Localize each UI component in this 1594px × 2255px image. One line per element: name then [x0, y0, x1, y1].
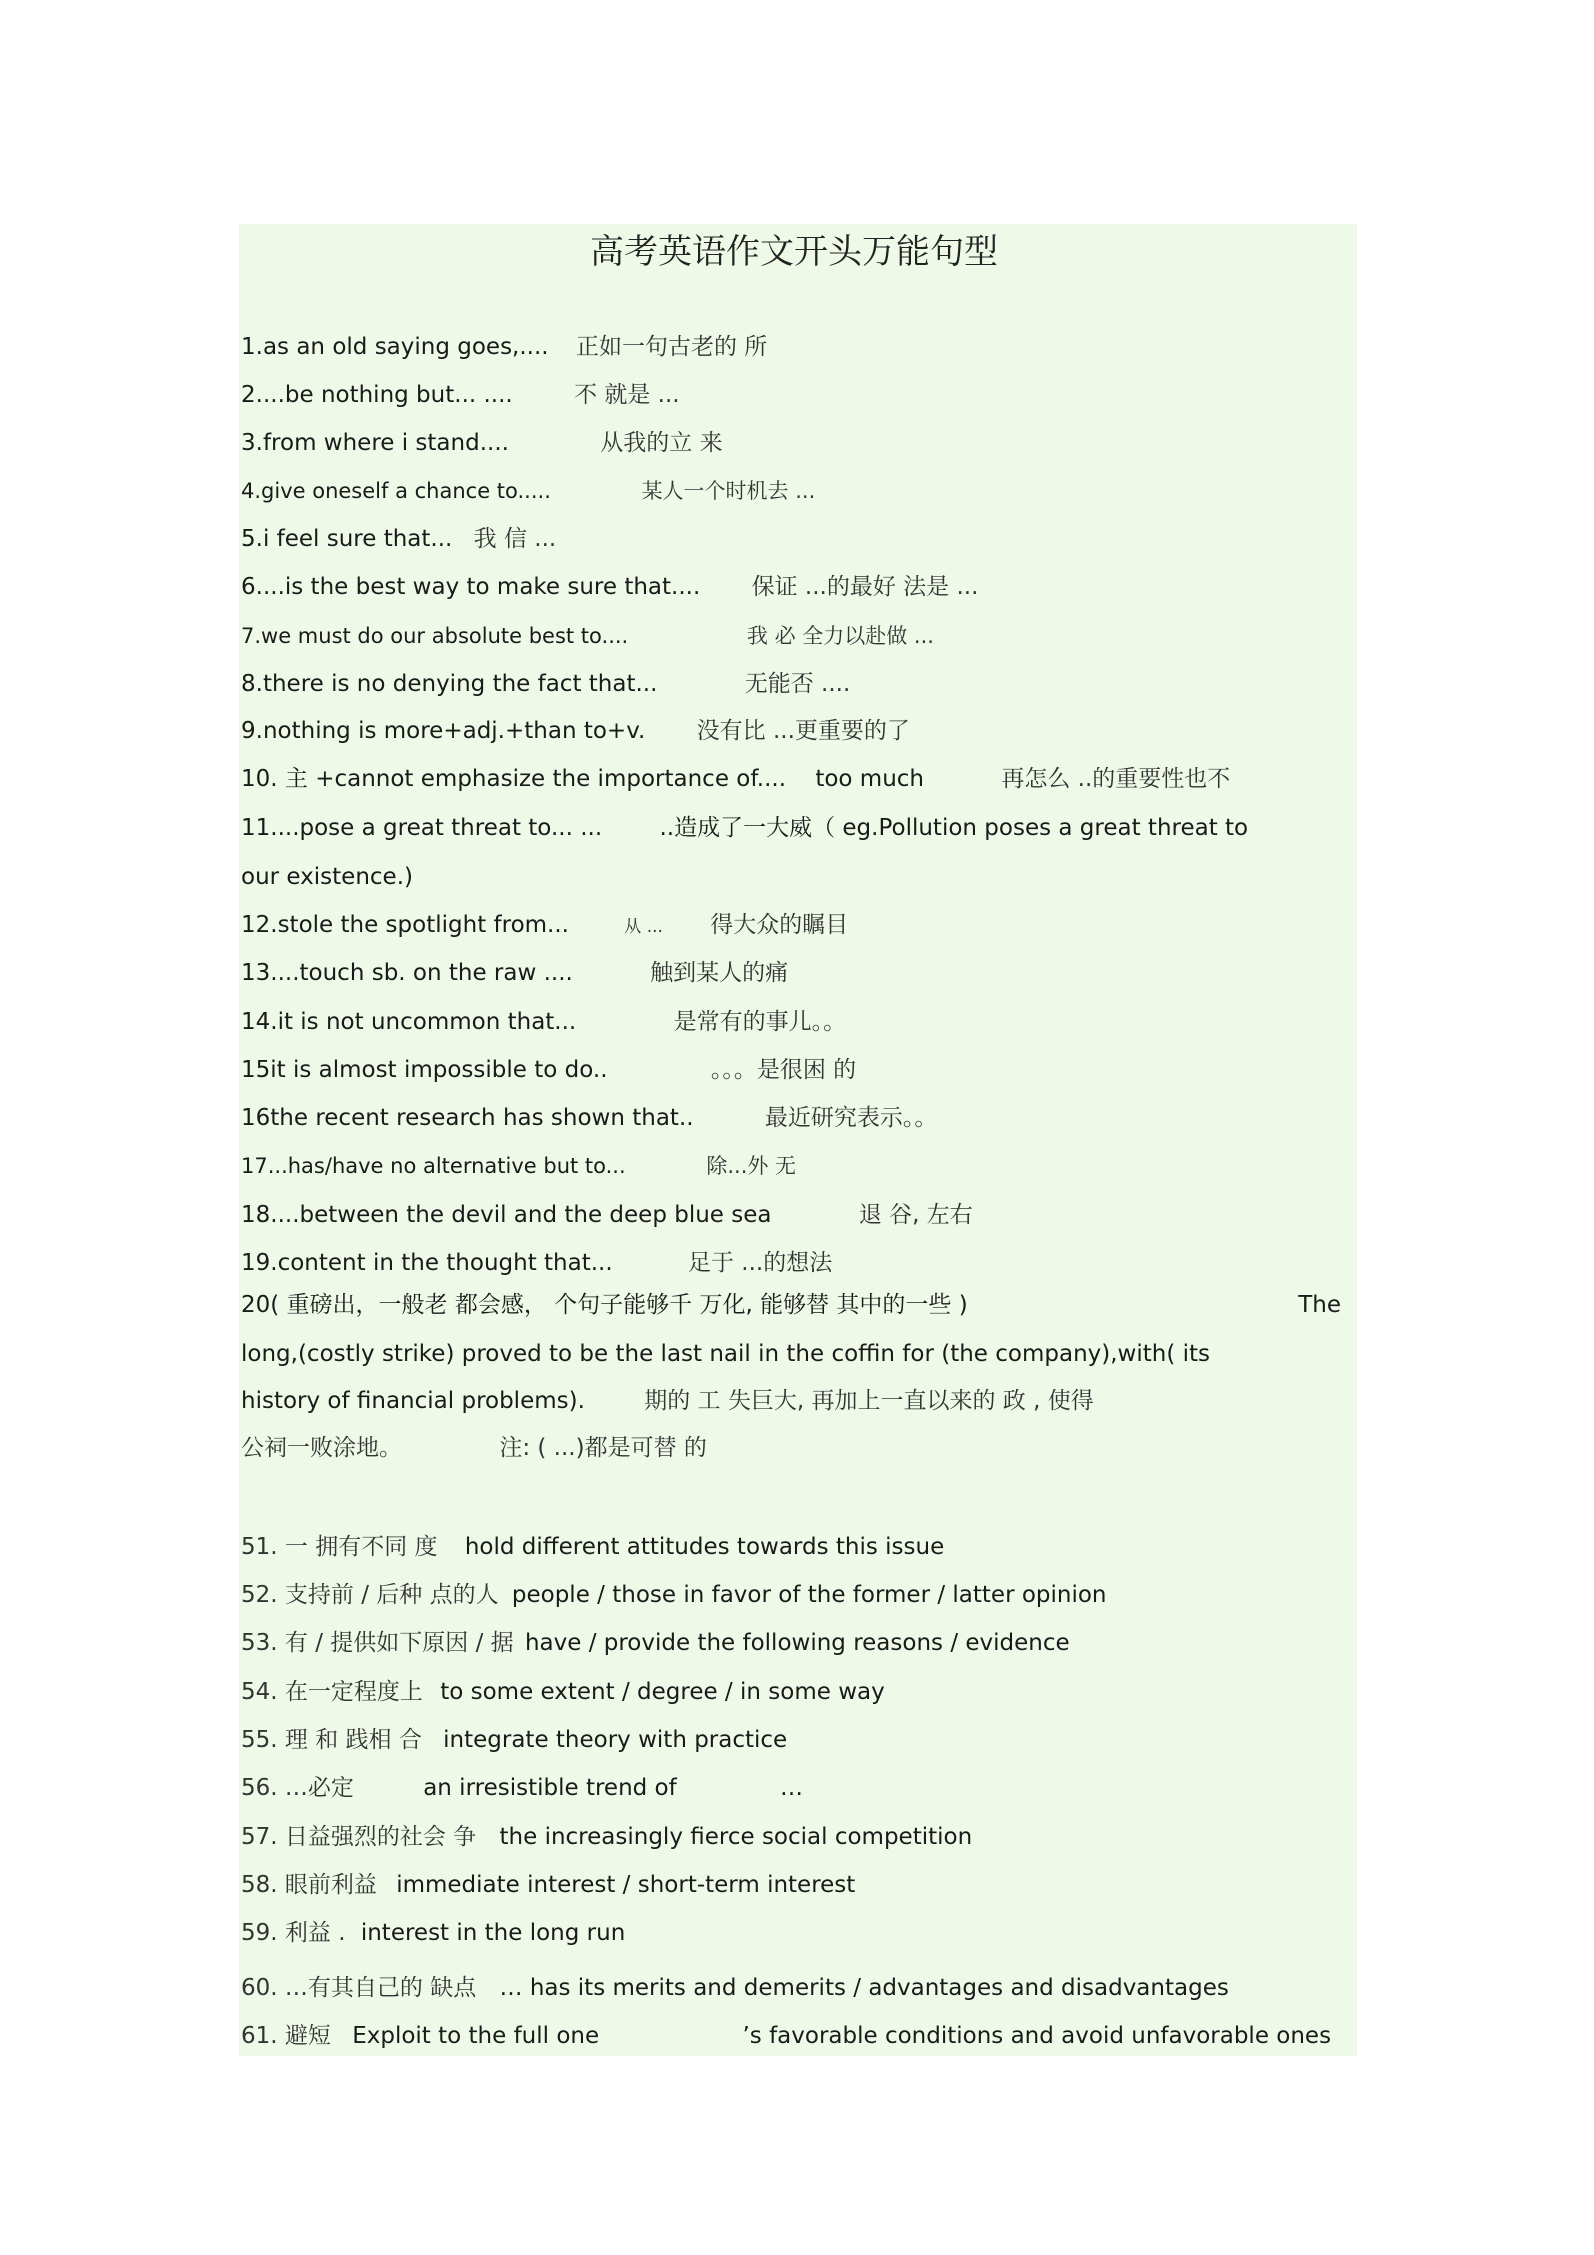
chinese-phrase: 60. …有其自己的 缺点	[241, 1975, 477, 2001]
chinese-phrase: 53. 有 / 提供如下原因 / 据	[241, 1630, 514, 1656]
chinese-phrase: 61. 避短	[241, 2023, 331, 2049]
english-phrase: our existence.)	[241, 864, 413, 890]
english-phrase: 19.content in the thought that...	[241, 1250, 613, 1276]
list-item	[241, 1870, 855, 1900]
english-translation: the increasingly fierce social competition	[499, 1824, 973, 1850]
english-phrase: 7.we must do our absolute best to....	[241, 624, 629, 648]
document-page	[239, 224, 1357, 2056]
list-item	[241, 332, 767, 362]
chinese-note: 注: ( ...)都是可替 的	[499, 1435, 707, 1461]
chinese-phrase: 59. 利益 .	[241, 1920, 346, 1946]
english-phrase: 1.as an old saying goes,....	[241, 334, 549, 360]
list-item	[241, 716, 910, 746]
chinese-translation: 我 信 ...	[473, 526, 557, 552]
list-item-continued	[241, 1386, 1094, 1416]
english-phrase: 15it is almost impossible to do..	[241, 1057, 608, 1083]
list-item	[241, 1103, 937, 1133]
list-item	[241, 1007, 846, 1037]
ellipsis: …	[780, 1775, 804, 1801]
list-item	[241, 1055, 856, 1085]
english-phrase: 13....touch sb. on the raw ....	[241, 960, 573, 986]
list-item	[241, 1822, 972, 1852]
english-phrase: 10. 主 +cannot emphasize the importance of....	[241, 766, 787, 792]
english-translation: to some extent / degree / in some way	[440, 1679, 885, 1705]
chinese-translation: 最近研究表示。。	[764, 1105, 938, 1131]
list-item	[241, 1532, 944, 1562]
list-item	[241, 1248, 832, 1278]
list-item	[241, 669, 850, 699]
list-item	[241, 2021, 1331, 2051]
chinese-translation: 足于 ...的想法	[688, 1250, 833, 1276]
page-title: 高考英语作文开头万能句型	[590, 232, 998, 272]
english-phrase: 9.nothing is more+adj.+than to+v.	[241, 718, 646, 744]
chinese-note: 20( 重磅出，一般老 都会感， 个句子能够千 万化, 能够替 其中的一些 )	[241, 1292, 968, 1318]
chinese-translation: 公祠一败涂地。	[241, 1435, 402, 1461]
english-translation-continued: ’s favorable conditions and avoid unfavorable ones	[742, 2023, 1332, 2049]
list-item	[241, 1580, 1107, 1610]
chinese-translation: 正如一句古老的 所	[575, 334, 768, 360]
english-phrase: long,(costly strike) proved to be the last nail in the coffin for (the company),with( its	[241, 1341, 1211, 1367]
english-phrase: 5.i feel sure that...	[241, 526, 453, 552]
chinese-translation: 某人一个时机去 ...	[641, 479, 816, 503]
english-translation: interest in the long run	[360, 1920, 626, 1946]
english-phrase: 18....between the devil and the deep blue sea	[241, 1202, 772, 1228]
chinese-phrase: 52. 支持前 / 后种 点的人	[241, 1582, 499, 1608]
chinese-translation: ..造成了一大威（ eg.Pollution poses a great threat to	[659, 815, 1249, 841]
chinese-translation: 得大众的瞩目	[710, 912, 849, 938]
list-item	[241, 1200, 973, 1230]
list-item	[241, 380, 680, 410]
list-item	[241, 1628, 1070, 1658]
chinese-translation: 我 必 全力以赴做 ...	[746, 624, 934, 648]
english-translation: an irresistible trend of	[423, 1775, 677, 1801]
chinese-phrase: 55. 理 和 践相 合	[241, 1727, 422, 1753]
english-phrase: history of financial problems).	[241, 1388, 585, 1414]
english-phrase: 2....be nothing but... ....	[241, 382, 513, 408]
list-item	[241, 1725, 787, 1755]
chinese-translation: 是常有的事儿。。	[673, 1009, 847, 1035]
chinese-translation: 。。。是很困 的	[710, 1057, 857, 1083]
list-item	[241, 1973, 1229, 2003]
list-item	[241, 1918, 625, 1948]
chinese-translation: 保证 ...的最好 法是 ...	[751, 574, 979, 600]
chinese-phrase: 57. 日益强烈的社会 争	[241, 1824, 477, 1850]
english-phrase: 11....pose a great threat to... ...	[241, 815, 603, 841]
list-item	[241, 1773, 803, 1803]
english-phrase: 4.give oneself a chance to.....	[241, 479, 551, 503]
english-translation: integrate theory with practice	[443, 1727, 788, 1753]
list-item	[241, 764, 1230, 794]
chinese-phrase: 54. 在一定程度上	[241, 1679, 423, 1705]
list-item-continued	[241, 1339, 1210, 1369]
chinese-translation: 期的 工 失巨大, 再加上一直以来的 政 , 使得	[644, 1388, 1094, 1414]
list-item	[241, 572, 978, 602]
chinese-phrase: 51. 一 拥有不同 度	[241, 1534, 438, 1560]
list-item-continued	[241, 1433, 707, 1463]
chinese-translation: 再怎么 ..的重要性也不	[1001, 766, 1231, 792]
chinese-translation: 退 谷, 左右	[858, 1202, 973, 1228]
list-item	[241, 1677, 885, 1707]
chinese-note: 从 ...	[624, 917, 663, 937]
chinese-translation: 没有比 ...更重要的了	[696, 718, 910, 744]
list-item	[241, 524, 556, 554]
list-item-continued	[241, 862, 413, 892]
chinese-translation: 无能否 ....	[744, 671, 851, 697]
english-phrase: 14.it is not uncommon that...	[241, 1009, 577, 1035]
english-phrase: 12.stole the spotlight from...	[241, 912, 569, 938]
english-phrase-continued: too much	[815, 766, 925, 792]
english-translation: hold different attitudes towards this issue	[464, 1534, 945, 1560]
english-phrase: 17...has/have no alternative but to...	[241, 1154, 626, 1178]
list-item	[241, 1151, 796, 1181]
list-item	[241, 1290, 1341, 1320]
chinese-translation: 除...外 无	[706, 1154, 797, 1178]
english-translation: … has its merits and demerits / advantages and disadvantages	[499, 1975, 1229, 2001]
english-phrase: 8.there is no denying the fact that...	[241, 671, 658, 697]
list-item	[241, 813, 1248, 843]
english-translation: Exploit to the full one	[352, 2023, 600, 2049]
list-item	[241, 910, 848, 942]
chinese-translation: 不 就是 ...	[574, 382, 680, 408]
english-translation: have / provide the following reasons / evidence	[524, 1630, 1070, 1656]
list-item	[241, 428, 723, 458]
list-item	[241, 621, 934, 651]
chinese-translation: 从我的立 来	[600, 430, 723, 456]
chinese-phrase: 58. 眼前利益	[241, 1872, 377, 1898]
list-item	[241, 958, 788, 988]
english-phrase: 3.from where i stand....	[241, 430, 509, 456]
english-translation: people / those in favor of the former / latter opinion	[511, 1582, 1107, 1608]
english-phrase: The	[1298, 1292, 1341, 1318]
list-item	[241, 476, 815, 506]
english-phrase: 16the recent research has shown that..	[241, 1105, 694, 1131]
english-phrase: 6....is the best way to make sure that....	[241, 574, 701, 600]
english-translation: immediate interest / short-term interest	[396, 1872, 856, 1898]
chinese-translation: 触到某人的痛	[650, 960, 789, 986]
chinese-phrase: 56. …必定	[241, 1775, 354, 1801]
